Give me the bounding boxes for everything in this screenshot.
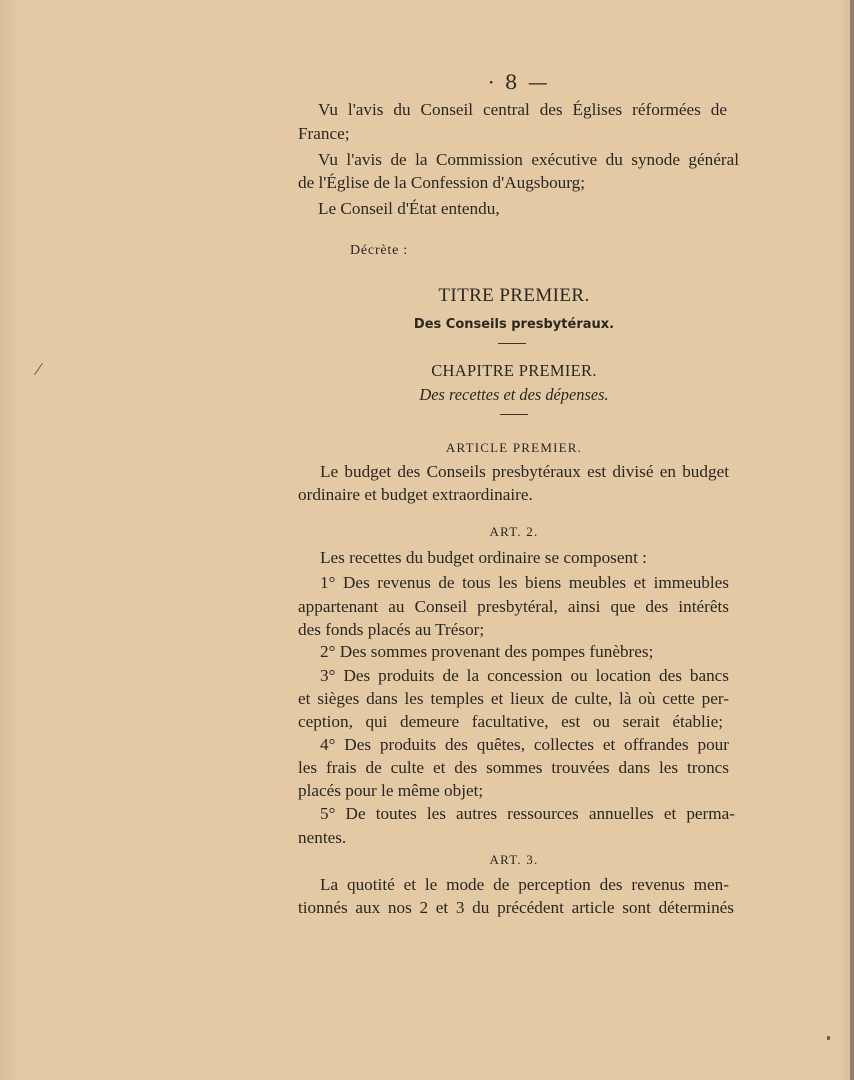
article-heading: ART. 3. <box>489 852 539 867</box>
page-edge-shadow <box>850 0 854 1080</box>
preamble-line-3: Vu l'avis de la Commission exécutive du synode général <box>318 150 739 169</box>
preamble-line-5: Le Conseil d'État entendu, <box>318 199 500 218</box>
article2-line-1: Les recettes du budget ordinaire se composent : <box>320 548 647 567</box>
article2-line-10: les frais de culte et des sommes trouvées dans les troncs <box>298 758 729 777</box>
article2-line-13: nentes. <box>298 828 347 847</box>
titre-heading: TITRE PREMIER. <box>438 285 590 306</box>
stray-mark <box>827 1036 830 1040</box>
preamble-line-4: de l'Église de la Confession d'Augsbourg; <box>298 173 586 192</box>
titre-subtitle: Des Conseils presbytéraux. <box>413 317 615 332</box>
divider-rule <box>498 343 526 344</box>
article2-line-5: 2° Des sommes provenant des pompes funèbres; <box>320 642 654 661</box>
chapitre-subtitle: Des recettes et des dépenses. <box>419 385 609 404</box>
divider-rule <box>500 414 528 415</box>
article2-line-4: des fonds placés au Trésor; <box>298 620 485 639</box>
chapitre-heading: CHAPITRE PREMIER. <box>431 361 597 380</box>
article2-line-9: 4° Des produits des quêtes, collectes et offrandes pour <box>320 735 729 754</box>
page-number: · 8 — <box>488 70 550 94</box>
article2-line-12: 5° De toutes les autres ressources annuelles et perma- <box>320 804 735 823</box>
article-heading: ART. 2. <box>489 524 539 539</box>
article2-line-7: et sièges dans les temples et lieux de culte, là où cette per- <box>298 689 729 708</box>
preamble-line-2: France; <box>298 124 350 143</box>
article1-line-2: ordinaire et budget extraordinaire. <box>298 485 533 504</box>
article2-line-6: 3° Des produits de la concession ou location des bancs <box>320 666 729 685</box>
article2-line-8: ception, qui demeure facultative, est ou serait établie; <box>298 712 723 731</box>
article1-line-1: Le budget des Conseils presbytéraux est divisé en budget <box>320 462 729 481</box>
stray-mark <box>34 363 43 375</box>
article-heading: ARTICLE PREMIER. <box>445 440 583 455</box>
article2-line-11: placés pour le même objet; <box>298 781 484 800</box>
article2-line-3: appartenant au Conseil presbytéral, ainsi que des intérêts <box>298 597 729 616</box>
preamble-line-1: Vu l'avis du Conseil central des Églises réformées de <box>318 100 727 119</box>
decrete-label: Décrète : <box>350 243 409 258</box>
article3-line-1: La quotité et le mode de perception des revenus men- <box>320 875 729 894</box>
article2-line-2: 1° Des revenus de tous les biens meubles et immeubles <box>320 573 729 592</box>
article3-line-2: tionnés aux nos 2 et 3 du précédent article sont déterminés <box>298 898 734 917</box>
